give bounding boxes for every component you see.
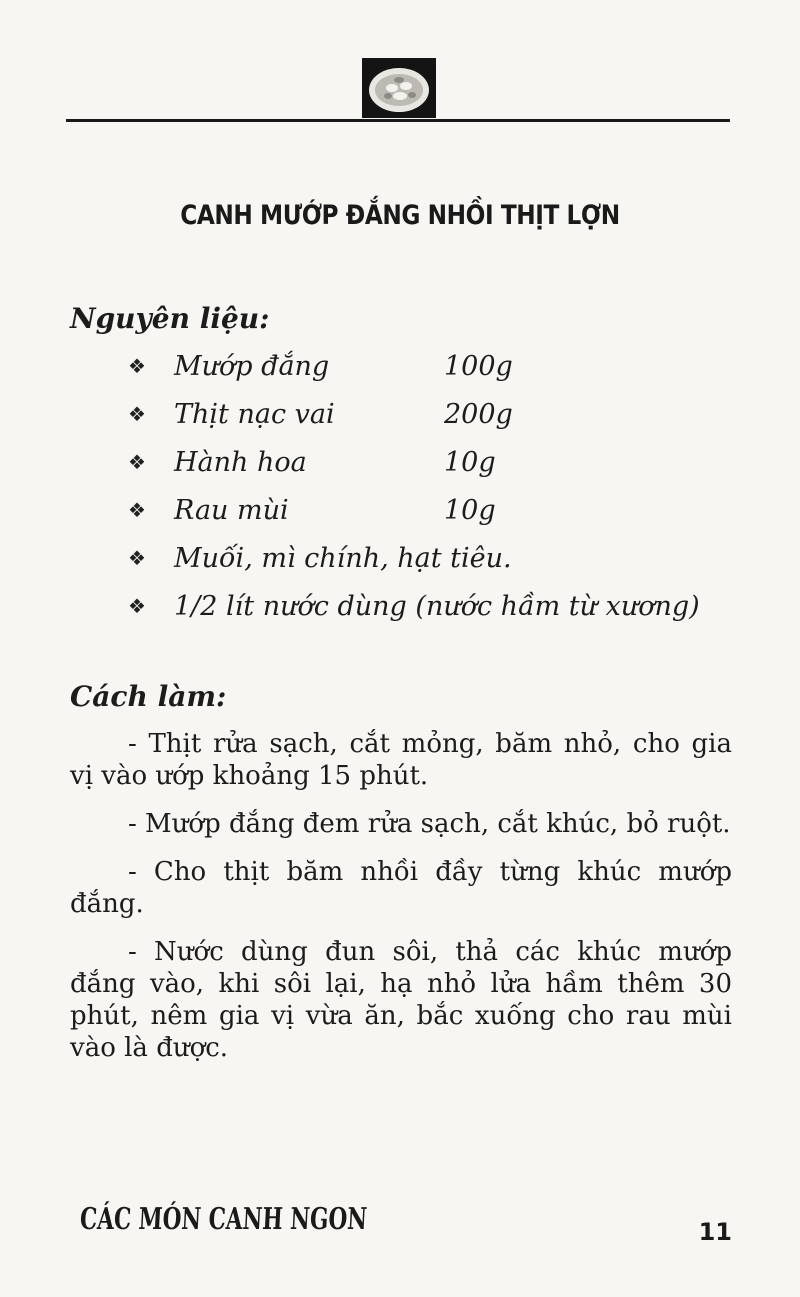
ingredient-quantity: 100g	[444, 350, 513, 382]
diamond-bullet-icon: ❖	[128, 546, 146, 570]
method-steps	[70, 728, 732, 1080]
ingredient-quantity: 10g	[444, 494, 496, 526]
ingredient-item	[128, 582, 768, 630]
header-rule	[66, 119, 730, 122]
ingredient-name: Rau mùi	[174, 494, 289, 526]
method-step: - Mướp đắng đem rửa sạch, cắt khúc, bỏ ruột.	[128, 809, 731, 839]
ingredient-item	[128, 534, 768, 582]
diamond-bullet-icon: ❖	[128, 594, 146, 618]
ingredient-name: Hành hoa	[174, 446, 307, 478]
method-step: - Nước dùng đun sôi, thả các khúc mướp đắng vào, khi sôi lại, hạ nhỏ lửa hầm thêm 30 phút, nêm gia vị vừa ăn, bắc xuống cho rau mùi vào là được.	[70, 937, 732, 1063]
diamond-bullet-icon: ❖	[128, 402, 146, 426]
ingredient-name: Mướp đắng	[174, 350, 330, 382]
book-title-footer: CÁC MÓN CANH NGON	[79, 1202, 368, 1237]
ingredient-name: Muối, mì chính, hạt tiêu.	[174, 542, 512, 574]
diamond-bullet-icon: ❖	[128, 450, 146, 474]
ingredient-quantity: 10g	[444, 446, 496, 478]
ingredient-quantity: 200g	[444, 398, 513, 430]
ingredient-item	[128, 438, 768, 486]
diamond-bullet-icon: ❖	[128, 354, 146, 378]
soup-bowl-icon	[362, 58, 436, 118]
ingredients-heading: Nguyên liệu:	[70, 302, 270, 335]
recipe-title: CANH MƯỚP ĐẮNG NHỒI THỊT LỢN	[180, 200, 620, 231]
diamond-bullet-icon: ❖	[128, 498, 146, 522]
method-heading: Cách làm:	[70, 680, 227, 713]
ingredient-name: 1/2 lít nước dùng (nước hầm từ xương)	[174, 590, 700, 622]
method-step: - Thịt rửa sạch, cắt mỏng, băm nhỏ, cho gia vị vào ướp khoảng 15 phút.	[70, 729, 732, 791]
ingredient-item	[128, 486, 768, 534]
method-step: - Cho thịt băm nhồi đầy từng khúc mướp đắng.	[70, 857, 732, 919]
ingredient-list	[128, 342, 768, 630]
ingredient-item	[128, 390, 768, 438]
ingredient-item	[128, 342, 768, 390]
ingredient-name: Thịt nạc vai	[174, 398, 335, 430]
page-number: 11	[698, 1218, 732, 1246]
